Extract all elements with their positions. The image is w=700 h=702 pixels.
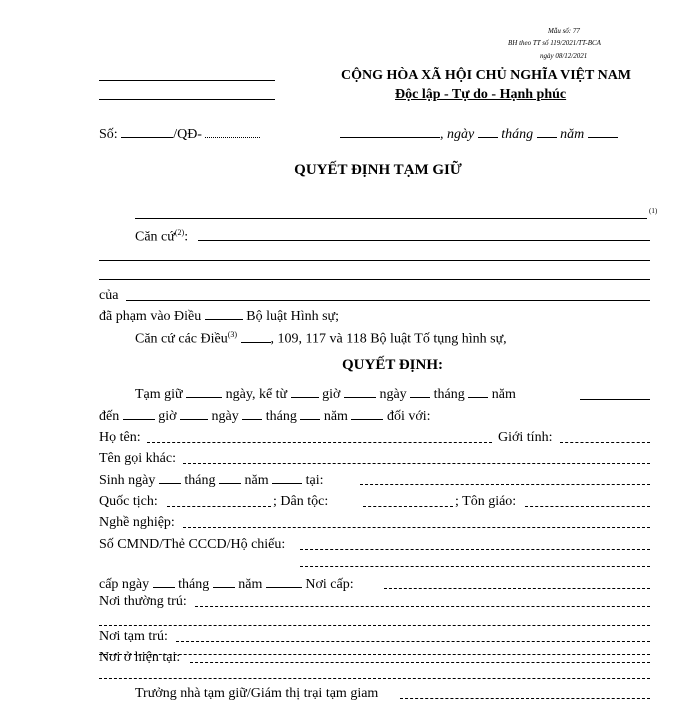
qd-label: /QĐ-	[173, 127, 202, 142]
country-name: CỘNG HÒA XÃ HỘI CHỦ NGHĨA VIỆT NAM	[341, 68, 632, 83]
thang-label: tháng	[501, 127, 534, 142]
day-blank	[478, 126, 498, 138]
place-blank	[340, 126, 440, 138]
nghe-nghiep-label: Nghề nghiệp:	[99, 515, 175, 530]
pham-toi-row: đã phạm vào Điều Bộ luật Hình sự;	[99, 309, 340, 324]
noi-thuong-tru-label: Nơi thường trú:	[99, 594, 187, 609]
motto: Độc lập - Tự do - Hạnh phúc	[395, 87, 567, 102]
can-cu-dieu-row: Căn cứ các Điều$^{(3)}$ , 109, 117 và 118 Bộ luật Tố tụng hình sự,	[135, 330, 507, 347]
date-row: , ngày tháng năm	[340, 126, 618, 143]
dieu-list-blank	[241, 331, 271, 343]
den-row: đến giờ ngày tháng năm đối với:	[99, 409, 431, 424]
so-blank	[121, 126, 173, 138]
truong-nha-tam-giu-label: Trưởng nhà tạm giữ/Giám thị trại tạm giam	[135, 686, 379, 701]
fill-line	[99, 279, 650, 280]
fill-line	[99, 260, 650, 261]
ton-giao-label: ; Tôn giáo:	[455, 494, 517, 509]
gioi-tinh-label: Giới tính:	[498, 430, 553, 445]
dan-toc-label: ; Dân tộc:	[273, 494, 329, 509]
dieu-blank	[205, 308, 243, 320]
agency-line-2	[99, 99, 275, 100]
cua-label: của	[99, 288, 119, 303]
noi-tam-tru-label: Nơi tạm trú:	[99, 629, 168, 644]
decision-heading: QUYẾT ĐỊNH:	[342, 357, 443, 373]
sinh-ngay-row: Sinh ngày tháng năm tại:	[99, 473, 324, 488]
can-cu-label: Căn cứ$^{(2)}$:	[135, 228, 189, 245]
note-1: (1)	[649, 207, 658, 215]
so-label: Số:	[99, 127, 118, 142]
form-code-line2: BH theo TT số 119/2021/TT-BCA	[508, 39, 601, 47]
authority-line	[135, 218, 647, 219]
form-code-line1: Mẫu số: 77	[548, 27, 580, 35]
nam-label: năm	[560, 127, 585, 142]
quoc-tich-label: Quốc tịch:	[99, 494, 158, 509]
tam-giu-row: Tạm giữ ngày, kể từ giờ ngày tháng năm	[135, 387, 516, 402]
ho-ten-label: Họ tên:	[99, 430, 141, 445]
cmnd-label: Số CMND/Thẻ CCCD/Hộ chiếu:	[99, 537, 286, 552]
agency-line-1	[99, 80, 275, 81]
ngay-label: ngày	[447, 127, 475, 142]
number-row	[99, 126, 260, 143]
cap-ngay-row: cấp ngày tháng năm Nơi cấp:	[99, 577, 354, 592]
form-code-line3: ngày 08/12/2021	[540, 52, 588, 60]
ten-goi-khac-label: Tên gọi khác:	[99, 451, 176, 466]
document-title: QUYẾT ĐỊNH TẠM GIỮ	[294, 162, 462, 178]
qd-blank	[205, 127, 260, 138]
year-blank	[588, 126, 618, 138]
noi-o-hien-tai-label: Nơi ở hiện tại:	[99, 650, 181, 665]
can-cu-line	[198, 240, 650, 241]
cua-line	[126, 300, 650, 301]
month-blank	[537, 126, 557, 138]
